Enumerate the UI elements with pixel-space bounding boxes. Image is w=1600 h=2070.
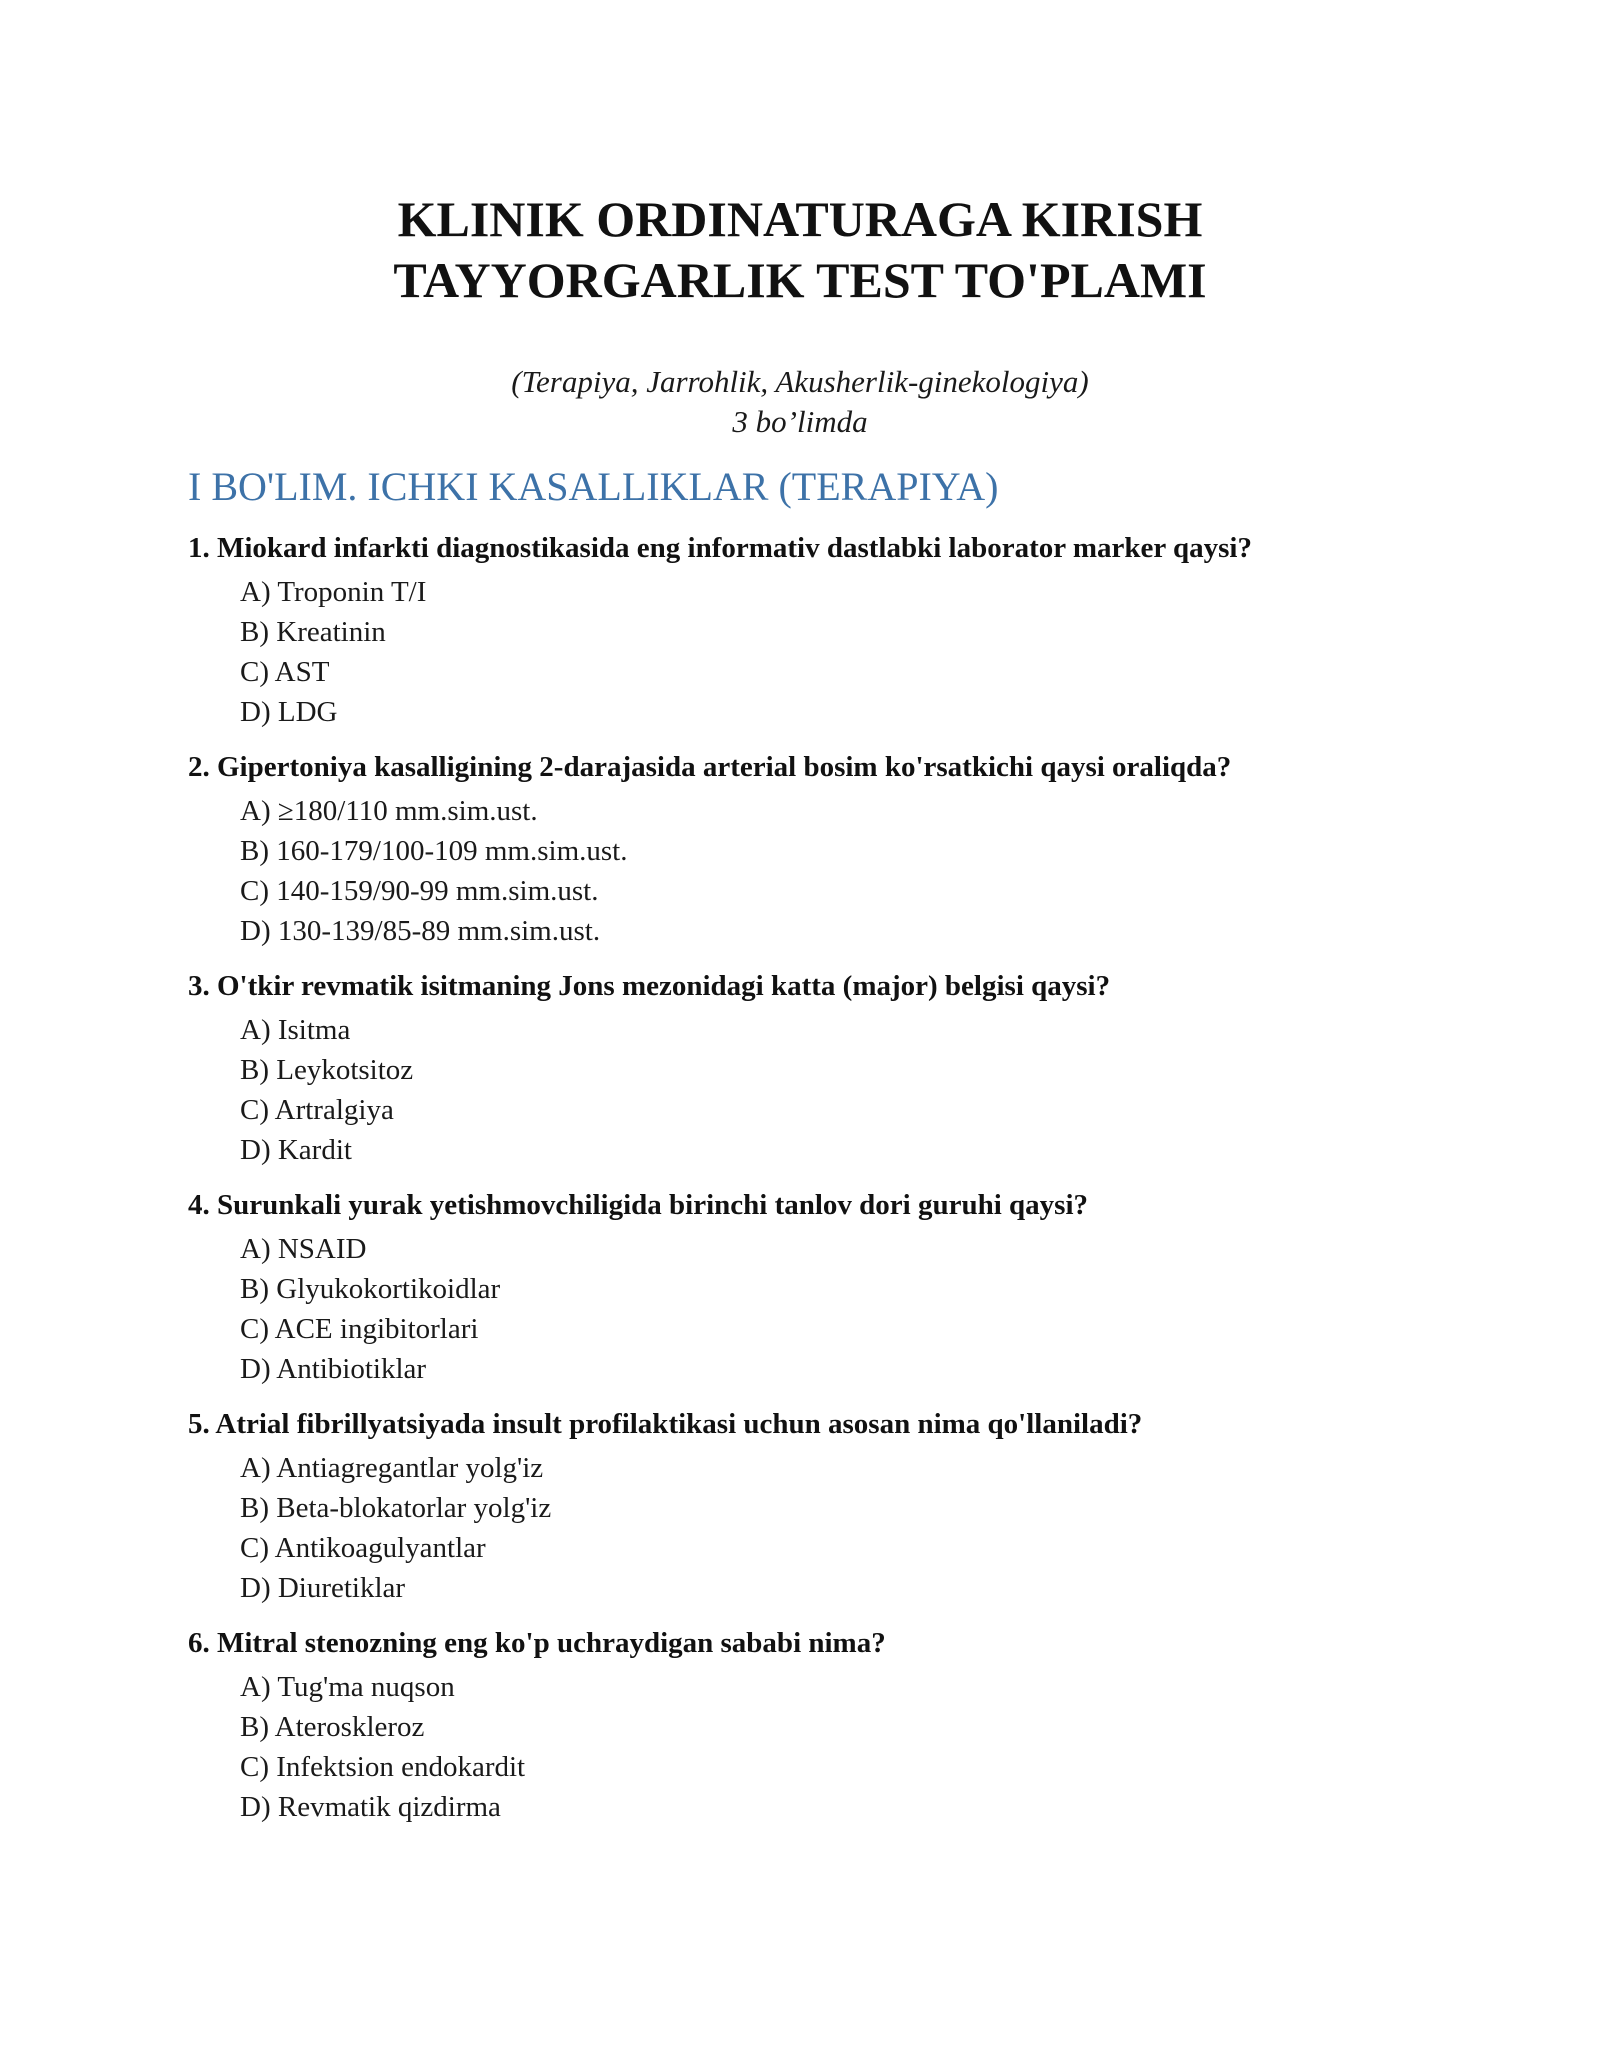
answer-option-d: D) LDG	[240, 696, 338, 728]
answer-option-c: C) Infektsion endokardit	[240, 1751, 526, 1783]
document-title	[0, 189, 1600, 311]
question-text: 2. Gipertoniya kasalligining 2-darajasida arterial bosim ko'rsatkichi qaysi oraliqda?	[188, 751, 1232, 783]
answer-options	[188, 1667, 1448, 1827]
answer-option-b: B) Leykotsitoz	[240, 1054, 414, 1086]
question-list	[188, 530, 1448, 1844]
answer-options	[188, 572, 1448, 732]
question-text: 6. Mitral stenozning eng ko'p uchraydigan sababi nima?	[188, 1627, 886, 1659]
subtitle-parts-count: 3 bo’limda	[732, 404, 868, 439]
question-text: 4. Surunkali yurak yetishmovchiligida birinchi tanlov dori guruhi qaysi?	[188, 1189, 1089, 1221]
answer-option-d: D) Antibiotiklar	[240, 1353, 427, 1385]
answer-option-d: D) Diuretiklar	[240, 1572, 406, 1604]
answer-options	[188, 1229, 1448, 1389]
subtitle-disciplines: (Terapiya, Jarrohlik, Akusherlik-ginekologiya)	[511, 364, 1089, 399]
question-text: 3. O'tkir revmatik isitmaning Jons mezonidagi katta (major) belgisi qaysi?	[188, 970, 1111, 1002]
question-6	[188, 1625, 1448, 1827]
question-2	[188, 749, 1448, 951]
document-subtitle	[0, 362, 1600, 442]
question-4	[188, 1187, 1448, 1389]
answer-option-c: C) 140-159/90-99 mm.sim.ust.	[240, 875, 599, 907]
document-title-line-1: KLINIK ORDINATURAGA KIRISH	[397, 191, 1203, 247]
document-title-line-2: TAYYORGARLIK TEST TO'PLAMI	[393, 252, 1207, 308]
answer-option-b: B) Ateroskleroz	[240, 1711, 425, 1743]
answer-option-b: B) Beta-blokatorlar yolg'iz	[240, 1492, 552, 1524]
answer-option-d: D) 130-139/85-89 mm.sim.ust.	[240, 915, 601, 947]
answer-option-a: A) Tug'ma nuqson	[240, 1671, 455, 1703]
question-text: 5. Atrial fibrillyatsiyada insult profilaktikasi uchun asosan nima qo'llaniladi?	[188, 1408, 1143, 1440]
answer-options	[188, 1448, 1448, 1608]
answer-option-b: B) 160-179/100-109 mm.sim.ust.	[240, 835, 628, 867]
question-3	[188, 968, 1448, 1170]
section-heading: I BO'LIM. ICHKI KASALLIKLAR (TERAPIYA)	[188, 464, 999, 509]
answer-option-a: A) Antiagregantlar yolg'iz	[240, 1452, 544, 1484]
answer-option-a: A) ≥180/110 mm.sim.ust.	[240, 795, 538, 827]
question-text: 1. Miokard infarkti diagnostikasida eng informativ dastlabki laborator marker qaysi?	[188, 532, 1252, 564]
answer-option-c: C) Artralgiya	[240, 1094, 394, 1126]
answer-option-b: B) Kreatinin	[240, 616, 386, 648]
answer-options	[188, 791, 1448, 951]
answer-option-a: A) NSAID	[240, 1233, 367, 1265]
answer-option-c: C) Antikoagulyantlar	[240, 1532, 486, 1564]
answer-option-d: D) Revmatik qizdirma	[240, 1791, 501, 1823]
answer-option-d: D) Kardit	[240, 1134, 352, 1166]
answer-options	[188, 1010, 1448, 1170]
answer-option-c: C) AST	[240, 656, 330, 688]
answer-option-a: A) Isitma	[240, 1014, 351, 1046]
answer-option-c: C) ACE ingibitorlari	[240, 1313, 479, 1345]
answer-option-b: B) Glyukokortikoidlar	[240, 1273, 501, 1305]
question-1	[188, 530, 1448, 732]
answer-option-a: A) Troponin T/I	[240, 576, 427, 608]
question-5	[188, 1406, 1448, 1608]
